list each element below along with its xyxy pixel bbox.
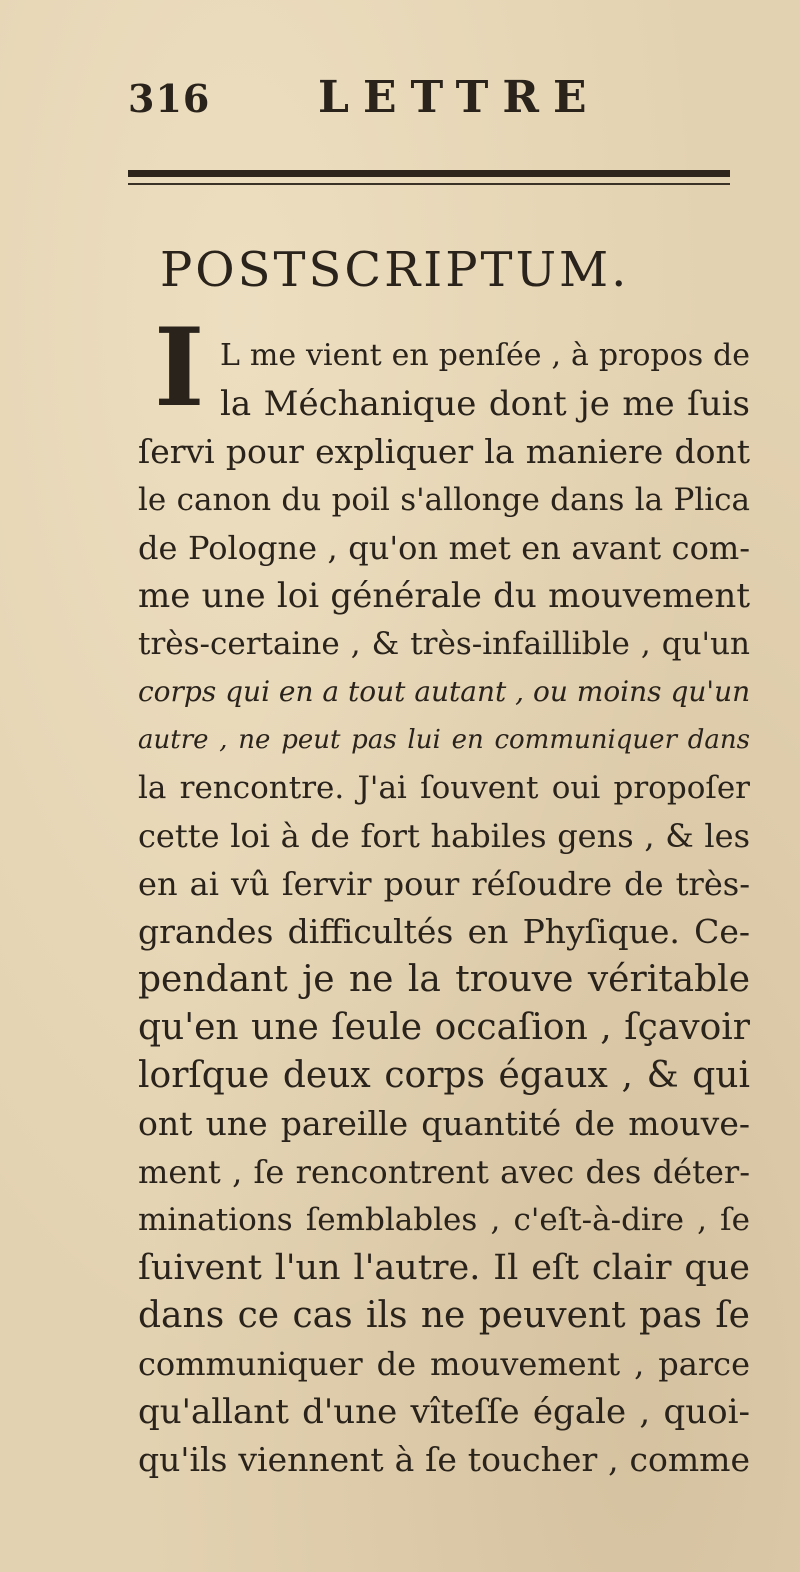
text-line: corps qui en a tout autant , ou moins qu'un: [138, 675, 751, 708]
text-line: qu'ils viennent à ſe toucher , comme: [138, 1440, 750, 1479]
text-line: qu'en une ſeule occaſion , ſçavoir: [138, 1007, 750, 1048]
text-line: pendant je ne la trouve véritable: [138, 959, 750, 1000]
page-number: 316: [128, 76, 211, 121]
text-line: de Pologne , qu'on met en avant com-: [138, 529, 750, 567]
text-line: minations ſemblables , c'eſt-à-dire , ſe: [138, 1202, 750, 1238]
header-rule-thick: [128, 170, 730, 177]
page-header: [128, 72, 688, 136]
running-title: LETTRE: [318, 72, 601, 123]
text-line: la rencontre. J'ai ſouvent oui propoſer: [138, 770, 750, 806]
text-line: en ai vû ſervir pour réſoudre de très-: [138, 865, 750, 903]
drop-cap: I: [154, 305, 205, 431]
text-line: la Méchanique dont je me ſuis: [220, 384, 750, 424]
text-line: ſervi pour expliquer la maniere dont: [138, 432, 750, 471]
text-line: communiquer de mouvement , parce: [138, 1345, 750, 1383]
text-line: ont une pareille quantité de mouve-: [138, 1104, 750, 1143]
text-line: autre , ne peut pas lui en communiquer dans: [138, 725, 750, 755]
body-text: [138, 332, 750, 1484]
text-line: très-certaine , & très-infaillible , qu'un: [138, 626, 750, 662]
text-line: qu'allant d'une vîteſſe égale , quoi-: [138, 1392, 750, 1432]
text-line: L me vient en penſée , à propos de: [220, 338, 750, 373]
text-line: ſuivent l'un l'autre. Il eſt clair que: [138, 1248, 750, 1288]
header-rule-thin: [128, 183, 730, 185]
section-title: POSTSCRIPTUM.: [160, 242, 630, 298]
text-line: le canon du poil s'allonge dans la Plica: [138, 482, 750, 518]
text-line: dans ce cas ils ne peuvent pas ſe: [138, 1295, 750, 1336]
text-line: cette loi à de fort habiles gens , & les: [138, 817, 750, 855]
text-line: lorſque deux corps égaux , & qui: [138, 1055, 750, 1096]
text-line: me une loi générale du mouvement: [138, 576, 750, 616]
text-line: grandes difficultés en Phyſique. Ce-: [138, 912, 750, 951]
text-line: ment , ſe rencontrent avec des déter-: [138, 1153, 750, 1191]
